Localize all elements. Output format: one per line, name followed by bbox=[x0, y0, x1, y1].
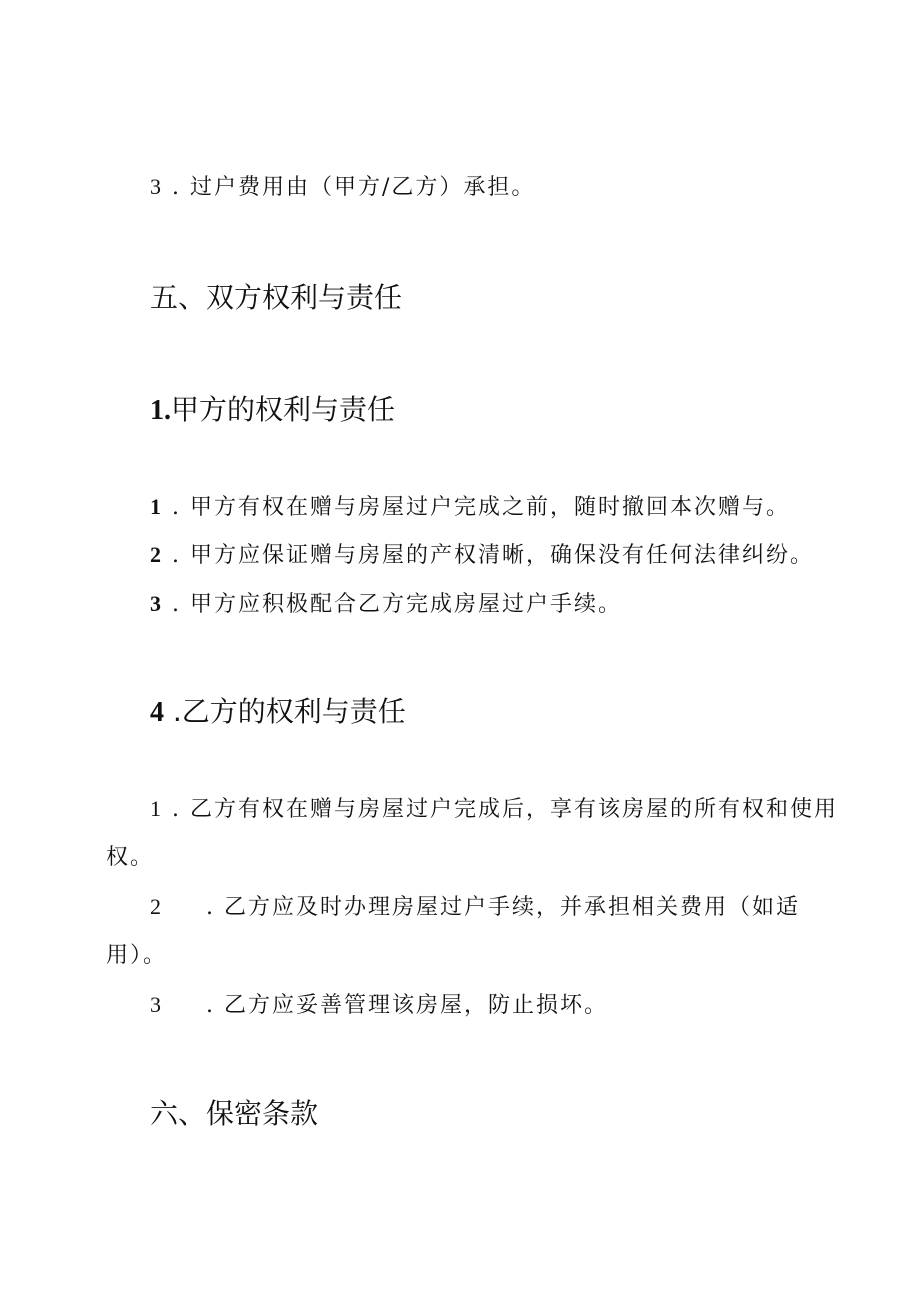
clause-item bbox=[150, 540, 814, 571]
clause-number: 1 bbox=[150, 494, 163, 519]
clause-number: 3 bbox=[150, 174, 163, 199]
clause-item bbox=[150, 172, 535, 203]
clause-continuation: 权。 bbox=[106, 845, 155, 870]
clause-item bbox=[150, 794, 838, 825]
clause-text: . 甲方应保证赠与房屋的产权清晰，确保没有任何法律纠纷。 bbox=[163, 543, 814, 568]
clause-number: 2 bbox=[150, 542, 163, 567]
clause-number: 3 bbox=[150, 591, 163, 616]
clause-item bbox=[150, 492, 790, 523]
clause-number: 2 bbox=[150, 894, 163, 919]
subsection-number: 4 bbox=[150, 697, 164, 728]
subsection-title: 甲方的权利与责任 bbox=[171, 393, 396, 426]
clause-item bbox=[150, 990, 608, 1021]
section-heading-5: 五、双方权利与责任 bbox=[150, 281, 403, 314]
clause-item bbox=[150, 892, 800, 923]
clause-continuation: 用）。 bbox=[106, 943, 168, 968]
clause-number: 1 bbox=[150, 796, 163, 821]
clause-text: . 乙方有权在赠与房屋过户完成后，享有该房屋的所有权和使用 bbox=[163, 797, 838, 822]
subsection-title: .乙方的权利与责任 bbox=[164, 695, 406, 728]
clause-text: . 过户费用由（甲方/乙方）承担。 bbox=[163, 175, 536, 200]
clause-item bbox=[150, 589, 622, 620]
subsection-heading-party-a bbox=[150, 392, 395, 429]
subsection-number: 1. bbox=[150, 395, 171, 426]
clause-text: . 乙方应及时办理房屋过户手续，并承担相关费用（如适 bbox=[206, 895, 800, 920]
clause-number: 3 bbox=[150, 992, 163, 1017]
section-heading-6: 六、保密条款 bbox=[150, 1097, 319, 1130]
subsection-heading-party-b bbox=[150, 694, 406, 731]
clause-text: . 甲方应积极配合乙方完成房屋过户手续。 bbox=[163, 592, 622, 617]
clause-text: . 甲方有权在赠与房屋过户完成之前，随时撤回本次赠与。 bbox=[163, 495, 790, 520]
clause-text: . 乙方应妥善管理该房屋，防止损坏。 bbox=[206, 993, 608, 1018]
